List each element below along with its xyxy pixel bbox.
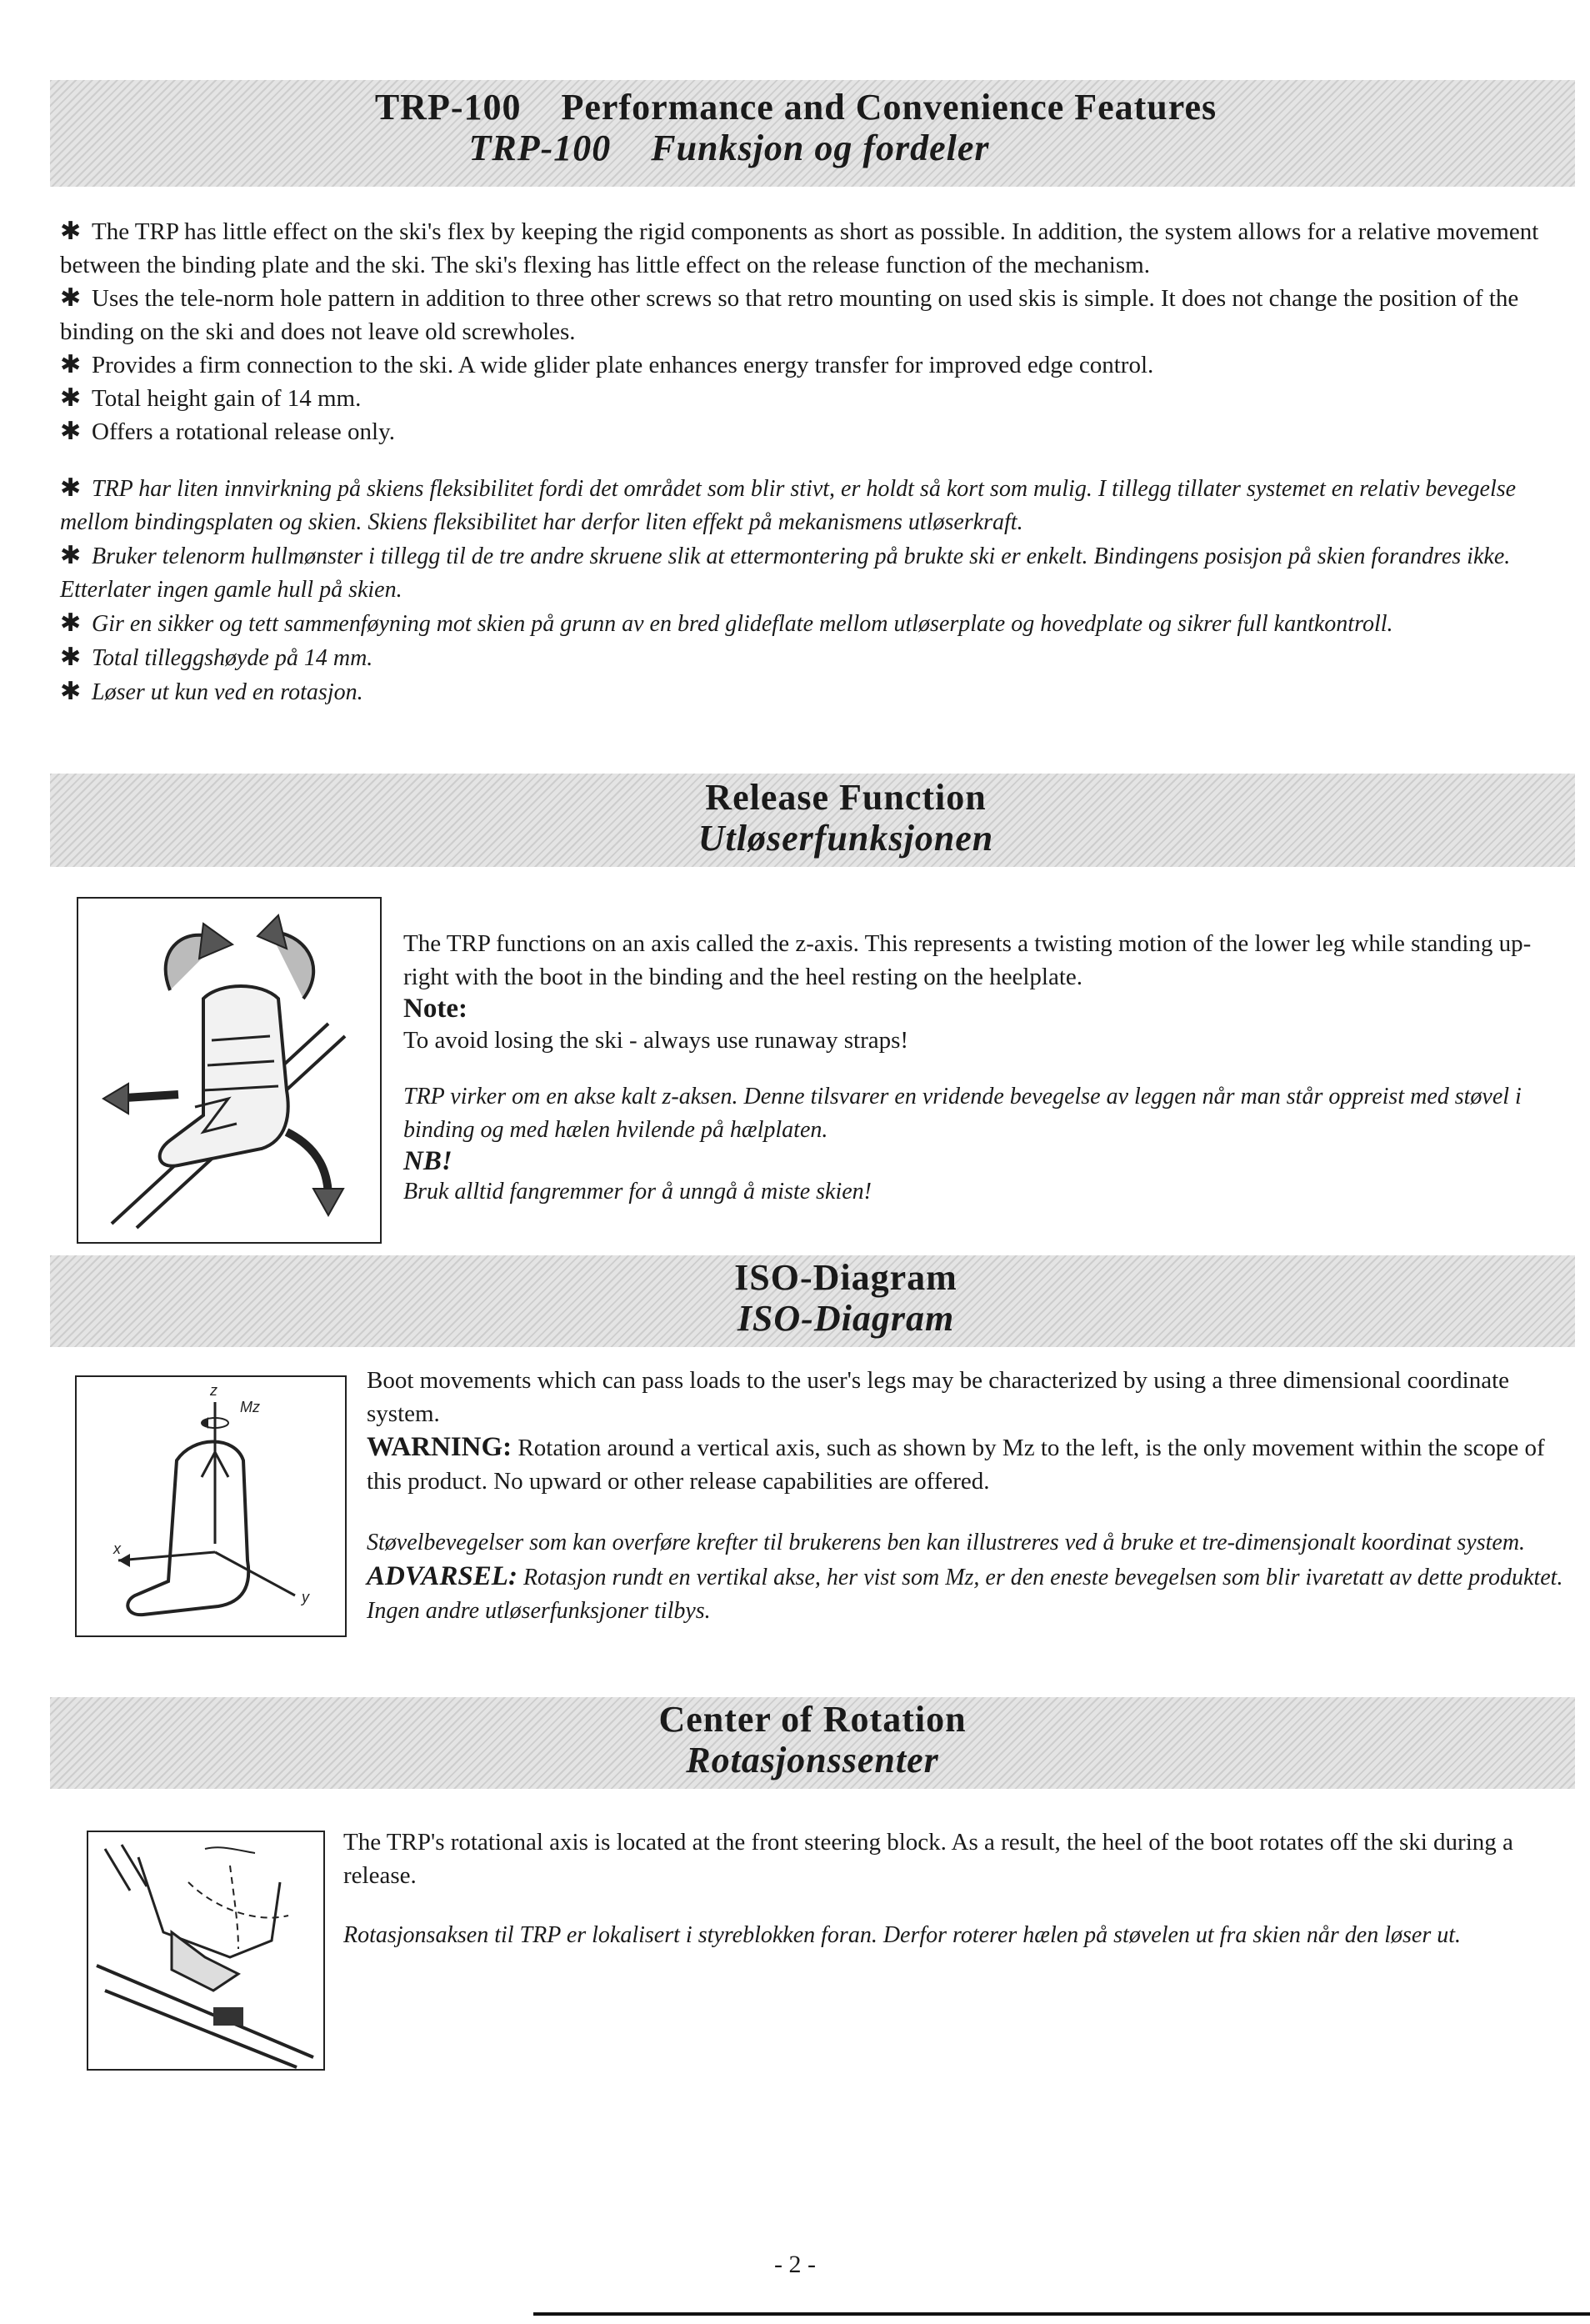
- iso-text-block: [367, 1364, 1567, 1628]
- iso-title-en: ISO-Diagram: [734, 1257, 958, 1298]
- asterisk-icon: ✱: [60, 217, 82, 246]
- asterisk-icon: ✱: [60, 283, 82, 313]
- iso-text-no: Støvelbevegelser som kan overføre krefter til brukerens ben kan illustreres ved å bruke et tre-dimensjonalt koordinat system.: [367, 1530, 1526, 1555]
- features-list-no: [60, 472, 1560, 709]
- release-note-label-no: NB!: [403, 1146, 452, 1176]
- iso-warning-no-paragraph: [367, 1560, 1567, 1628]
- features-title-en: TRP-100 Performance and Convenience Features: [374, 87, 1218, 128]
- asterisk-icon: ✱: [60, 417, 82, 446]
- iso-title-no: ISO-Diagram: [737, 1298, 955, 1340]
- release-text-no: TRP virker om en akse kalt z-aksen. Denne tilsvarer en vridende bevegelse av leggen når man står oppreist med støvel i binding og med hælen hvilende på hælplaten.: [403, 1084, 1522, 1143]
- axis-mz-label: Mz: [240, 1399, 260, 1415]
- release-note-label-en: Note:: [403, 994, 468, 1024]
- asterisk-icon: ✱: [60, 609, 82, 638]
- asterisk-icon: ✱: [60, 643, 82, 672]
- release-note-no: Bruk alltid fangremmer for å unngå å miste skien!: [403, 1179, 872, 1205]
- iso-warning-label-no: ADVARSEL:: [367, 1561, 518, 1591]
- bottom-rule: [533, 2312, 1590, 2316]
- axis-y-label: y: [302, 1589, 309, 1605]
- rotation-title-no: Rotasjonssenter: [686, 1740, 939, 1781]
- iso-coordinate-illustration: [77, 1377, 345, 1635]
- asterisk-icon: ✱: [60, 541, 82, 570]
- heel-rotation-illustration: [88, 1832, 323, 2069]
- iso-warning-no: Rotasjon rundt en vertikal akse, her vist som Mz, er den eneste bevegelsen som blir ivaretatt av dette produktet. Ingen andre utløserfunksjoner tilbys.: [367, 1565, 1563, 1624]
- release-illustration: [77, 897, 382, 1244]
- asterisk-icon: ✱: [60, 473, 82, 503]
- rotation-text-en: The TRP's rotational axis is located at the front steering block. As a result, the heel of the boot rotates off the ski during a release.: [343, 1829, 1513, 1889]
- asterisk-icon: ✱: [60, 350, 82, 379]
- iso-warning-en-paragraph: [367, 1430, 1567, 1498]
- iso-warning-label-en: WARNING:: [367, 1432, 512, 1462]
- rotation-illustration: [87, 1831, 325, 2071]
- release-text-block: [403, 927, 1570, 1209]
- feature-item: ✱ Offers a rotational release only.: [60, 415, 1560, 448]
- axis-z-label: z: [210, 1382, 218, 1399]
- rotation-title-en: Center of Rotation: [658, 1699, 967, 1740]
- feature-item: ✱ Total height gain of 14 mm.: [60, 382, 1560, 415]
- feature-item: ✱ Uses the tele-norm hole pattern in addition to three other screws so that retro mounting on used skis is simple. It does not change the position of the binding on the ski and does not leave old screwholes.: [60, 283, 1519, 345]
- asterisk-icon: ✱: [60, 677, 82, 706]
- rotation-text-block: [343, 1826, 1568, 1952]
- feature-item: ✱ Provides a firm connection to the ski. A wide glider plate enhances energy transfer for improved edge control.: [60, 348, 1560, 382]
- features-list-en: [60, 215, 1560, 448]
- feature-item: ✱ The TRP has little effect on the ski's flex by keeping the rigid components as short as possible. In addition, the system allows for a relative movement between the binding plate and the ski. The ski's flexing has little effect on the release function of the mechanism.: [60, 217, 1539, 278]
- release-note-en: To avoid losing the ski - always use runaway straps!: [403, 1027, 909, 1054]
- release-text-en: The TRP functions on an axis called the z-axis. This represents a twisting motion of the lower leg while standing up-right with the boot in the binding and the heel resting on the heelplate.: [403, 930, 1532, 990]
- features-title-no: TRP-100 Funksjon og fordeler: [468, 128, 990, 169]
- features-header-banner: [50, 80, 1575, 187]
- release-header-banner: [50, 774, 1575, 867]
- release-title-en: Release Function: [705, 777, 987, 818]
- iso-warning-en: Rotation around a vertical axis, such as shown by Mz to the left, is the only movement within the scope of this product. No upward or other release capabilities are offered.: [367, 1435, 1545, 1495]
- asterisk-icon: ✱: [60, 383, 82, 413]
- page-number: - 2 -: [774, 2251, 816, 2278]
- boot-twist-illustration: [78, 899, 380, 1242]
- feature-item: ✱ Total tilleggshøyde på 14 mm.: [60, 641, 1560, 675]
- axis-x-label: x: [113, 1540, 121, 1557]
- feature-item: ✱ Gir en sikker og tett sammenføyning mot skien på grunn av en bred glideflate mellom utløserplate og hovedplate og sikrer full kantkontroll.: [60, 607, 1560, 641]
- iso-text-en: Boot movements which can pass loads to the user's legs may be characterized by using a three dimensional coordinate system.: [367, 1367, 1510, 1427]
- release-title-no: Utløserfunksjonen: [698, 818, 994, 859]
- feature-item: ✱ TRP har liten innvirkning på skiens fleksibilitet fordi det området som blir stivt, er holdt så kort som mulig. I tillegg tillater systemet en relativ bevegelse mellom bindingsplaten og skien. Skiens fleksibilitet har derfor liten effekt på mekanismens utløserkraft.: [60, 473, 1517, 535]
- feature-item: ✱ Bruker telenorm hullmønster i tillegg til de tre andre skruene slik at ettermontering på brukte ski er enkelt. Bindingens posisjon på skien forandres ikke. Etterlater ingen gamle hull på skien.: [60, 541, 1511, 603]
- feature-item: ✱ Løser ut kun ved en rotasjon.: [60, 675, 1560, 709]
- iso-diagram-figure: [75, 1375, 347, 1637]
- rotation-header-banner: [50, 1697, 1575, 1789]
- rotation-text-no: Rotasjonsaksen til TRP er lokalisert i styreblokken foran. Derfor roterer hælen på støvelen ut fra skien når den løser ut.: [343, 1922, 1461, 1948]
- iso-header-banner: [50, 1255, 1575, 1347]
